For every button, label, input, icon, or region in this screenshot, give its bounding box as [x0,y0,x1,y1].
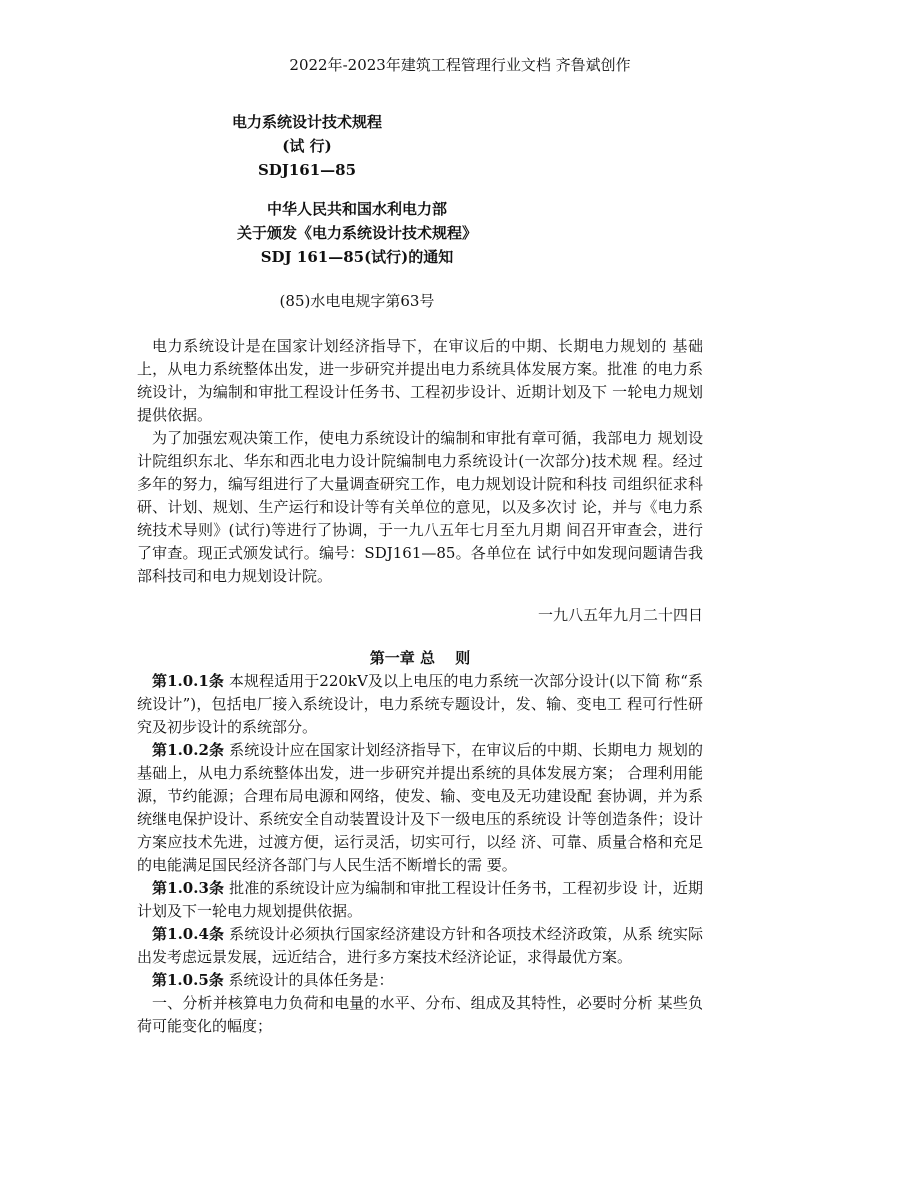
notice-title [137,197,577,269]
article-1-0-4 [137,923,703,969]
notice-line-2: 关于颁发《电力系统设计技术规程》 [236,224,477,242]
notice-line-3: SDJ 161—85(试行)的通知 [260,248,454,266]
article-text: 本规程适用于220kV及以上电压的电力系统一次部分设计(以下简 称“系统设计”)，包括电厂接入系统设计，电力系统专题设计，发、输、变电工 程可行性研究及初步设计的系统部分。 [137,672,703,736]
article-text: 系统设计必须执行国家经济建设方针和各项技术经济政策，从系 统实际出发考虑远景发展，远近结合，进行多方案技术经济论证，求得最优方案。 [137,925,703,966]
document-body [137,110,703,1038]
article-label: 第1.0.1条 [152,672,224,690]
notice-line-1: 中华人民共和国水利电力部 [266,200,447,218]
article-label: 第1.0.4条 [152,925,225,943]
notice-paragraph-1: 电力系统设计是在国家计划经济指导下，在审议后的中期、长期电力规划的 基础上，从电力系统整体出发，进一步研究并提出电力系统具体发展方案。批准 的电力系统设计，为编制和审批工程设计任务书、工程初步设计、近期计划及下 一轮电力规划提供依据。 [137,337,703,424]
task-item-1: 一、分析并核算电力负荷和电量的水平、分布、组成及其特性，必要时分析 某些负荷可能变化的幅度； [137,994,703,1035]
title-line-2: (试 行) [282,137,332,155]
document-number: (85)水电电规字第63号 [279,292,435,310]
title-line-1: 电力系统设计技术规程 [231,113,382,131]
page-header: 2022年-2023年建筑工程管理行业文档 齐鲁斌创作 [289,56,631,74]
article-label: 第1.0.5条 [152,971,224,989]
article-label: 第1.0.3条 [152,879,225,897]
notice-paragraph-2: 为了加强宏观决策工作，使电力系统设计的编制和审批有章可循，我部电力 规划设计院组织东北、华东和西北电力设计院编制电力系统设计(一次部分)技术规 程。经过多年的努力，编写组进行了大量调查研究工作，电力规划设计院和科技 司组织征求科研、计划、规划、生产运行和设计等有关单位的意见，以及多次讨 论，并与《电力系统技术导则》(试行)等进行了协调，于一九八五年七月至九月期 间召开审查会，进行了审查。现正式颁发试行。编号：SDJ161—85。各单位在 试行中如发现问题请告我部科技司和电力规划设计院。 [137,429,703,585]
article-text: 系统设计的具体任务是： [223,971,394,989]
chapter-title: 第一章 总 则 [369,649,471,667]
title-line-3: SDJ161—85 [257,161,357,179]
document-title [137,110,477,182]
article-label: 第1.0.2条 [152,741,225,759]
article-1-0-3 [137,877,703,923]
article-1-0-5 [137,969,703,992]
article-text: 批准的系统设计应为编制和审批工程设计任务书，工程初步设 计，近期计划及下一轮电力规划提供依据。 [137,879,703,920]
notice-date: 一九八五年九月二十四日 [537,606,703,624]
article-1-0-1 [137,670,703,739]
article-1-0-2 [137,739,703,877]
article-text: 系统设计应在国家计划经济指导下，在审议后的中期、长期电力 规划的基础上，从电力系统整体出发，进一步研究并提出系统的具体发展方案； 合理利用能源，节约能源；合理布局电源和网络，使发、输、变电及无功建设配 套协调，并为系统继电保护设计、系统安全自动装置设计及下一级电压的系统设 计等创造条件；设计方案应技术先进，过渡方便，运行灵活，切实可行，以经 济、可靠、质量合格和充足的电能满足国民经济各部门与人民生活不断增长的需 要。 [137,741,703,874]
